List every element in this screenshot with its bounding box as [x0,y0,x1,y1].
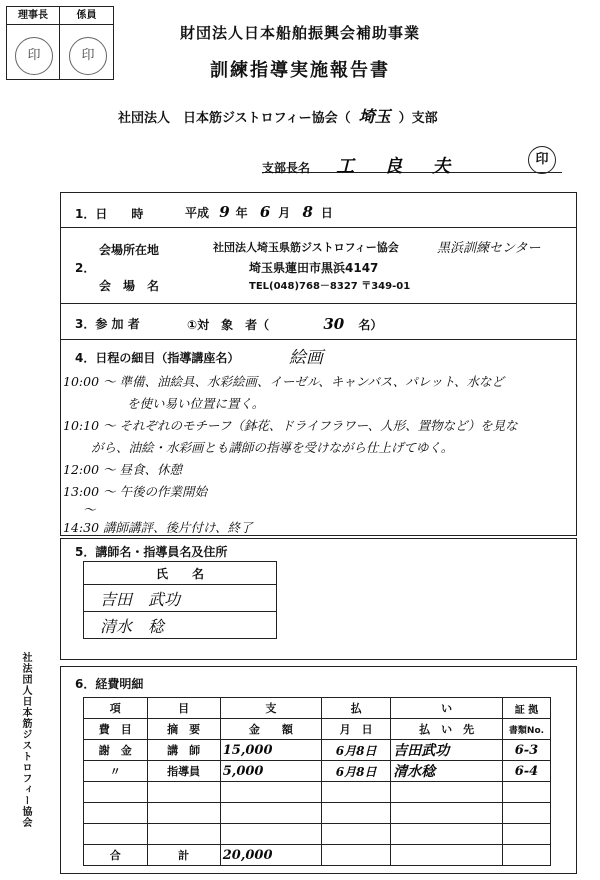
course-name: 絵画 [289,348,323,368]
schedule-line: がら、油絵・水彩画とも講師の指導を受けながら仕上げてゆく。 [91,440,454,455]
schedule-line: を使い易い位置に置く。 [127,396,265,411]
venue-stamp-address: 埼玉県蓮田市黒浜4147 [249,261,379,275]
schedule-line: 13:00 〜 午後の作業開始 [63,484,207,499]
participant-count: 30 [323,315,345,333]
expense-table [83,697,551,866]
org-line: 社団法人 日本筋ジストロフィー協会（ 埼玉 ）支部 [118,107,438,126]
participants-target: ①対 象 者（ 30 名） [187,315,383,333]
total-row: 合 計 20,000 [84,845,551,866]
schedule-line: 〜 [83,502,96,517]
chief-line: 支部長名 工 良 夫 印 [262,152,562,173]
instructor-table [83,561,277,639]
table-row [84,782,551,803]
venue-stamp-tel: TEL(048)768－8327 〒349-01 [249,281,411,292]
venue-address-label: 会場所在地 [99,243,160,257]
instructor-name: 吉田 武功 [84,585,277,612]
director-label: 理事長 [7,7,60,25]
table-row [84,824,551,845]
venue-stamp-org: 社団法人埼玉県筋ジストロフィー協会 [213,241,399,254]
expense-head-row: 費 目 摘 要 金 額 月 日 払 い 先 書類No. [84,719,551,740]
date-label: 1．日 時 [75,207,144,221]
participants-label: 3．参 加 者 [75,317,140,331]
report-frame [60,192,577,536]
staff-label: 係員 [60,7,113,25]
table-row [84,803,551,824]
expense-head-row: 項 目 支 払 い 証 拠 [84,698,551,719]
schedule-line: 14:30 講師講評、後片付け、終了 [63,520,253,535]
schedule-lines [61,371,518,539]
chief-name: 工 良 夫 [336,156,457,177]
expense-section [60,666,577,874]
venue-num: 2． [75,261,96,275]
date-value: 平成 9 年 6 月 8 日 [185,203,333,221]
staff-seal: 印 [69,37,107,75]
chief-seal: 印 [528,146,556,174]
venue-handwritten: 黒浜訓練センター [437,241,541,256]
foundation-line: 財団法人日本船舶振興会補助事業 [179,24,420,42]
table-row: 〃 指導員 5,000 6月8日 清水稔 6-4 [84,761,551,782]
sidebar-org: 社法団人日本筋ジストロフィー協会 [20,652,31,828]
page-title: 訓練指導実施報告書 [210,60,390,81]
table-row: 謝 金 講 師 15,000 6月8日 吉田武功 6-3 [84,740,551,761]
instructor-section [60,538,577,660]
branch-name: 埼玉 [358,107,391,126]
instructor-col-header: 氏 名 [84,562,277,585]
director-seal: 印 [15,37,53,75]
schedule-line: 10:10 〜 それぞれのモチーフ（鉢花、ドライフラワー、人形、置物など）を見な [63,418,518,433]
schedule-label: 4．日程の細目（指導講座名） [75,351,240,365]
venue-name-label: 会 場 名 [99,279,160,293]
schedule-line: 10:00 〜 準備、油絵具、水彩絵画、イーゼル、キャンバス、パレット、水など [63,374,504,389]
expense-label: 6．経費明細 [75,677,144,691]
instructor-label: 5．講師名・指導員名及住所 [75,545,228,559]
instructor-name: 清水 稔 [84,612,277,639]
schedule-line: 12:00 〜 昼食、休憩 [63,462,182,477]
